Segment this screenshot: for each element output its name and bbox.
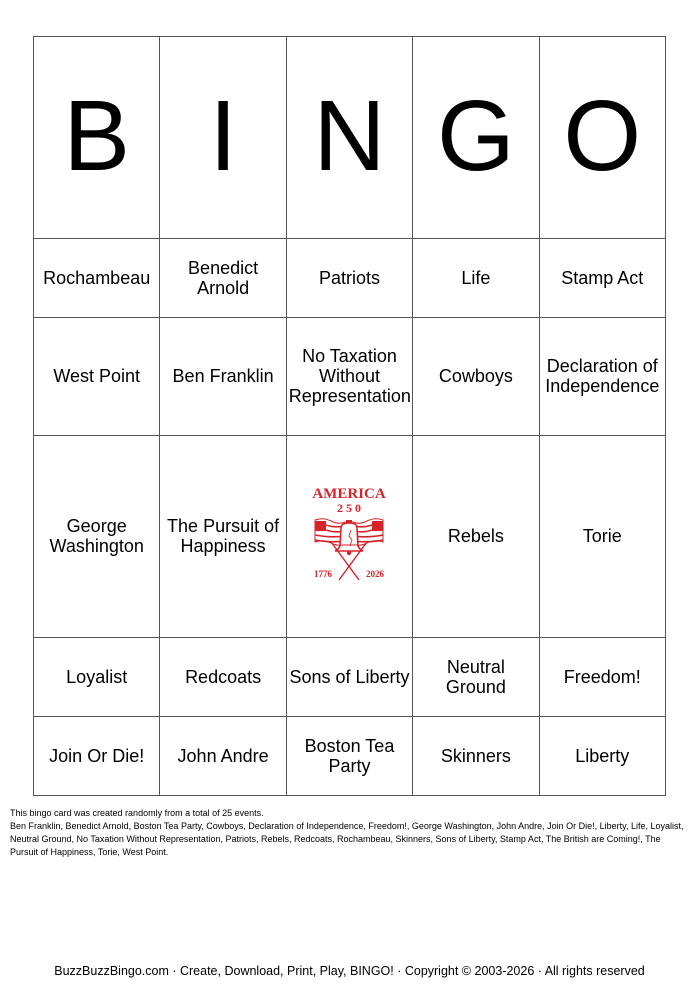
- bingo-cell: Life: [413, 239, 539, 318]
- header-letter-i: I: [160, 37, 286, 239]
- bingo-cell: George Washington: [34, 435, 160, 637]
- site-footer: BuzzBuzzBingo.com · Create, Download, Print, Play, BINGO! · Copyright © 2003-2026 · All rights reserved: [54, 964, 645, 978]
- emblem-year-start: 1776: [314, 569, 333, 580]
- bingo-row: [34, 716, 666, 795]
- bingo-cell: Redcoats: [160, 638, 286, 717]
- bingo-header-row: [34, 37, 666, 239]
- header-letter-n: N: [286, 37, 412, 239]
- card-info: [10, 807, 685, 859]
- bingo-cell: West Point: [34, 318, 160, 436]
- bingo-cell: Rebels: [413, 435, 539, 637]
- bingo-cell: Cowboys: [413, 318, 539, 436]
- bingo-cell: Stamp Act: [539, 239, 665, 318]
- america-250-emblem-icon: [301, 484, 397, 588]
- card-info-summary: This bingo card was created randomly from a total of 25 events.: [10, 808, 264, 818]
- bingo-cell: No Taxation Without Representation: [286, 318, 412, 436]
- bingo-cell: John Andre: [160, 716, 286, 795]
- header-letter-b: B: [34, 37, 160, 239]
- card-info-event-list: Ben Franklin, Benedict Arnold, Boston Tea Party, Cowboys, Declaration of Independence, Freedom!, George Washington, John Andre, Join Or Die!, Liberty, Life, Loyalist, Neutral Ground, No Taxation Without Representation, Patriots, Rebels, Redcoats, Rochambeau, Skinners, Sons of Liberty, Stamp Act, The British are Coming!, The Pursuit of Happiness, Torie, West Point.: [10, 821, 684, 857]
- bingo-cell: Freedom!: [539, 638, 665, 717]
- bingo-cell: Neutral Ground: [413, 638, 539, 717]
- bingo-row: [34, 318, 666, 436]
- bingo-row: [34, 435, 666, 637]
- bingo-cell: Torie: [539, 435, 665, 637]
- bingo-cell: Benedict Arnold: [160, 239, 286, 318]
- free-space-cell: [286, 435, 412, 637]
- bingo-row: [34, 638, 666, 717]
- bingo-cell: The Pursuit of Happiness: [160, 435, 286, 637]
- bingo-cell: Boston Tea Party: [286, 716, 412, 795]
- bingo-card: [33, 36, 666, 796]
- bingo-row: [34, 239, 666, 318]
- bingo-cell: Rochambeau: [34, 239, 160, 318]
- bingo-cell: Ben Franklin: [160, 318, 286, 436]
- bingo-cell: Join Or Die!: [34, 716, 160, 795]
- emblem-year-end: 2026: [366, 569, 385, 580]
- header-letter-o: O: [539, 37, 665, 239]
- bingo-cell: Declaration of Independence: [539, 318, 665, 436]
- bingo-cell: Skinners: [413, 716, 539, 795]
- header-letter-g: G: [413, 37, 539, 239]
- bingo-cell: Loyalist: [34, 638, 160, 717]
- emblem-number: 2 5 0: [337, 501, 362, 516]
- bingo-cell: Sons of Liberty: [286, 638, 412, 717]
- bingo-cell: Patriots: [286, 239, 412, 318]
- emblem-word: AMERICA: [312, 486, 387, 503]
- bingo-cell: Liberty: [539, 716, 665, 795]
